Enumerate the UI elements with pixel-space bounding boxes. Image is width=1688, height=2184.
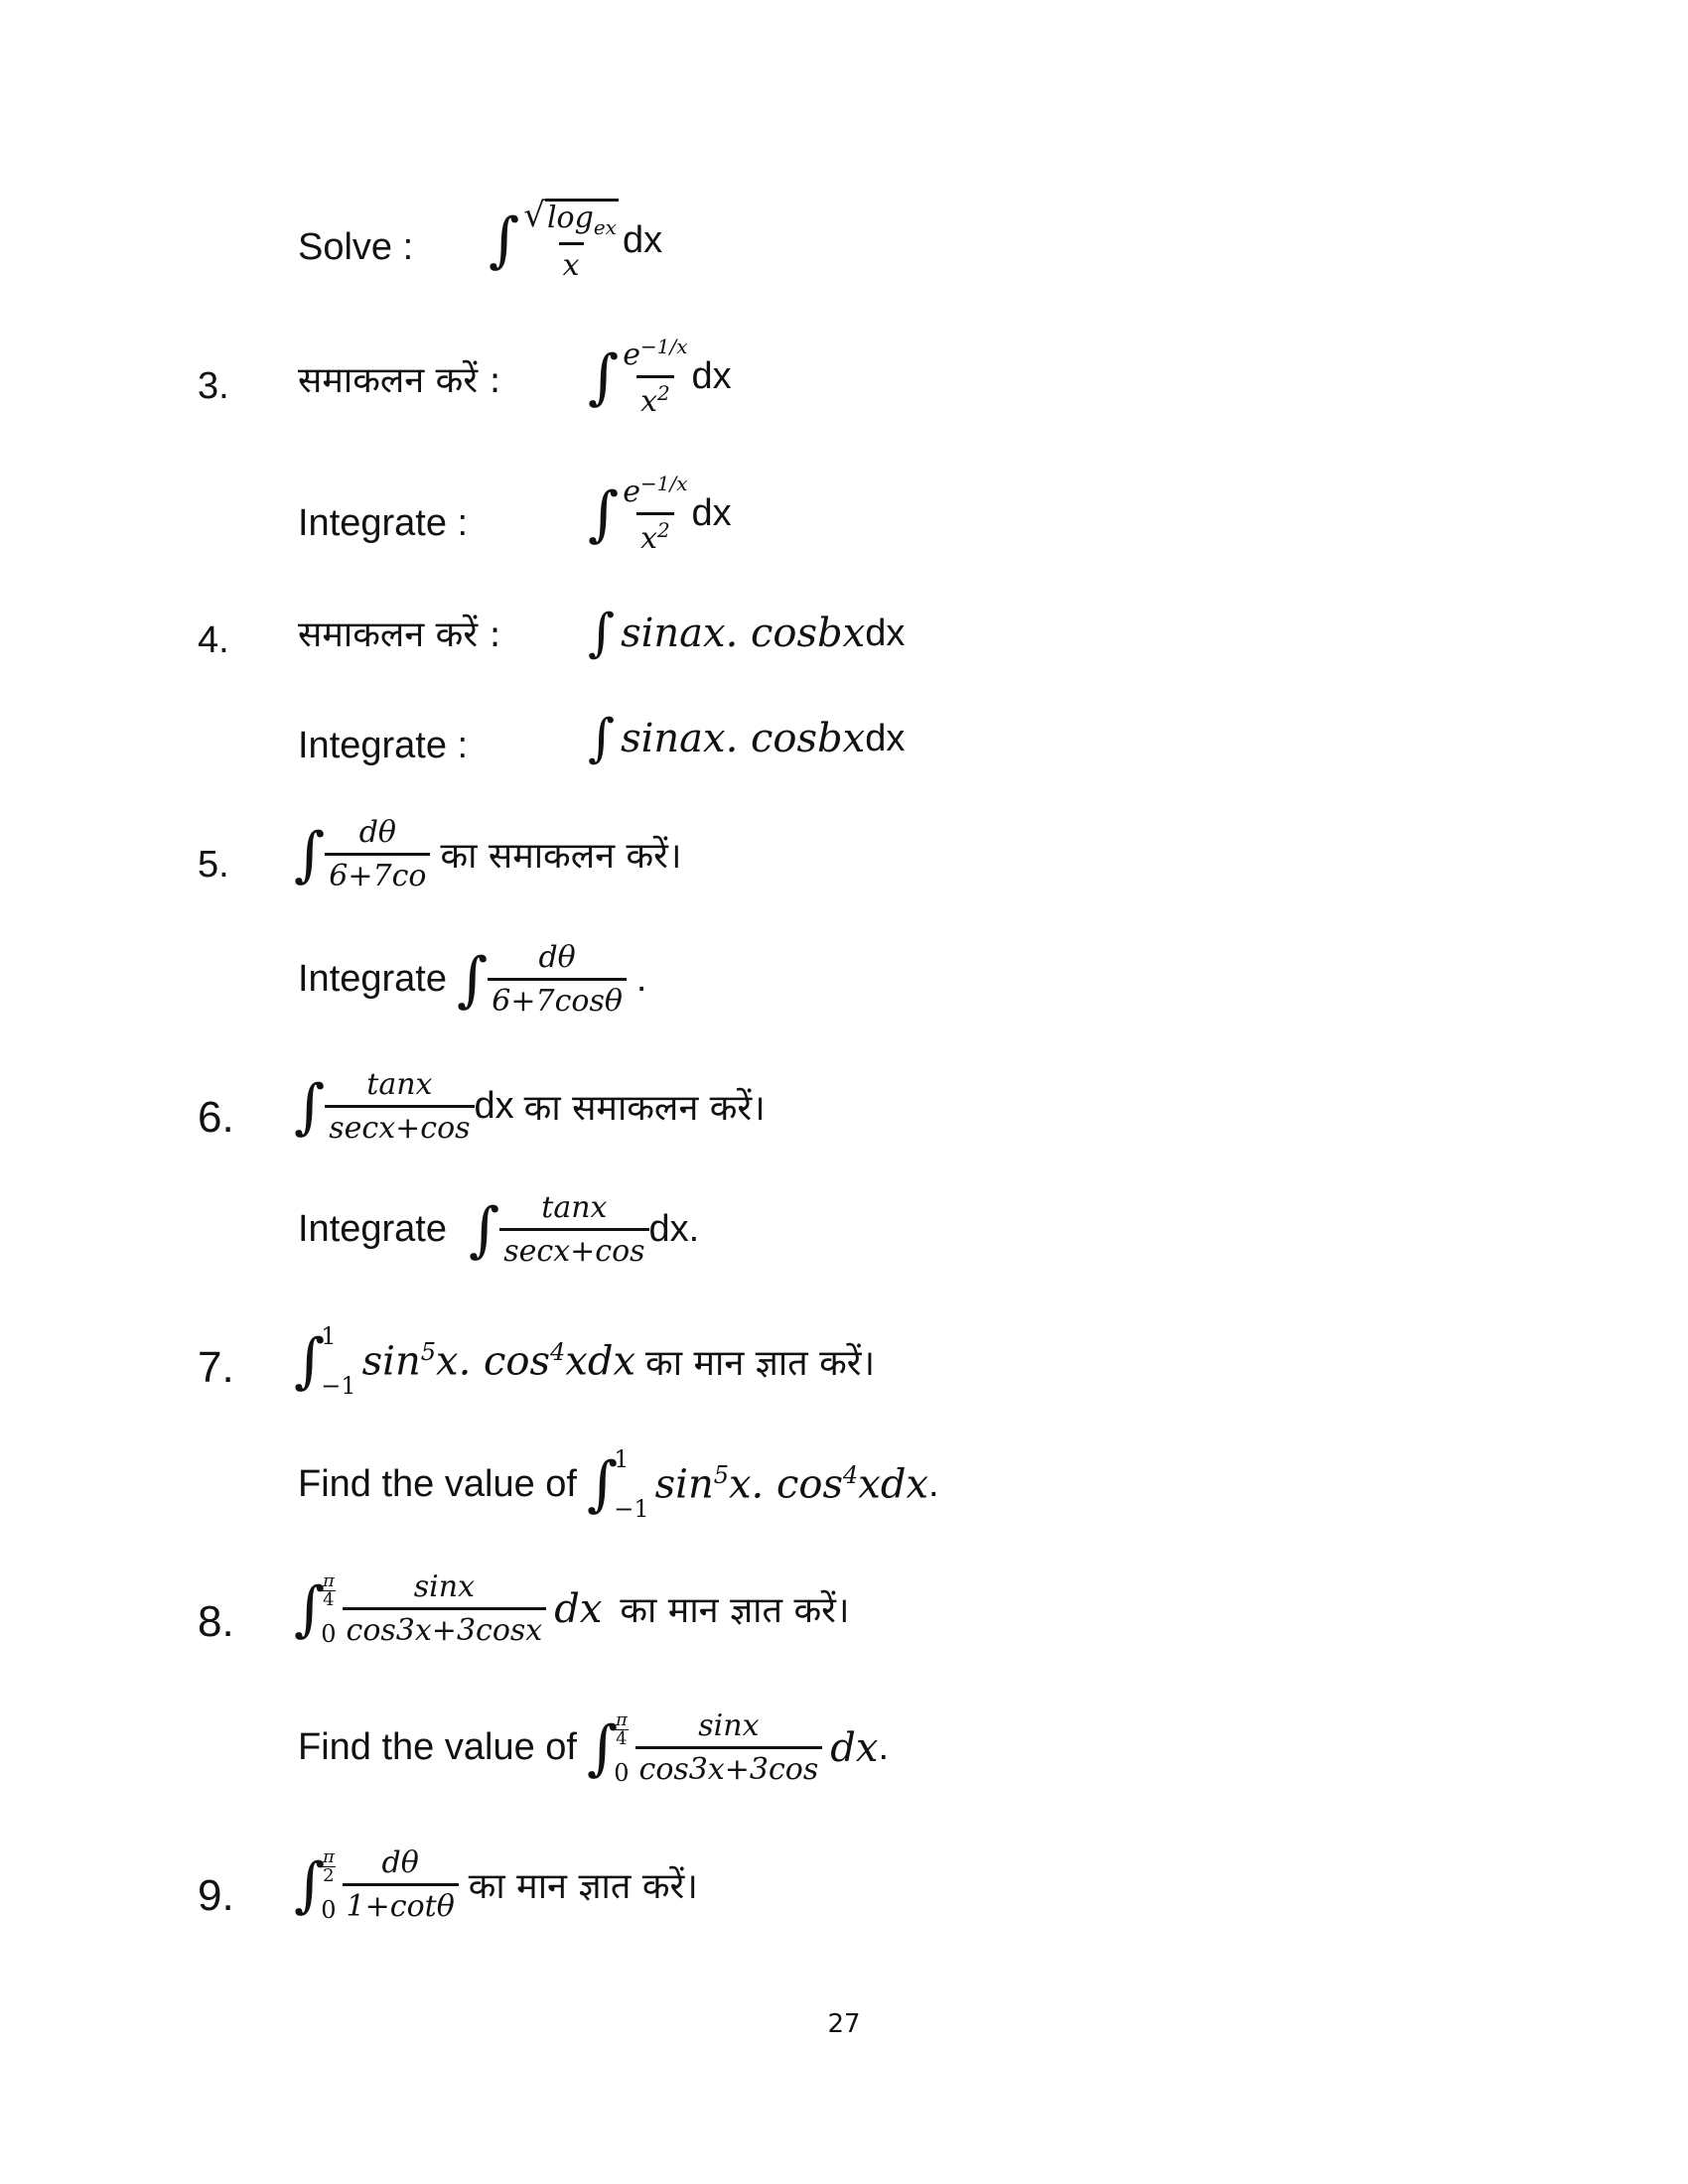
q9-expression-hi: ∫ π 2 0 $\frac{d\theta}{1+\cot\theta}$ का मान ज्ञात करें।	[294, 1845, 698, 1924]
q5-number: 5.	[198, 844, 229, 886]
q3-label-hi: समाकलन करें :	[298, 360, 501, 401]
q2-denominator: x	[559, 242, 584, 282]
q5-expression-hi: ∫ $\frac{d\theta}{6+7co}$ का समाकलन करें।	[294, 815, 682, 893]
q5-hindi-text: का समाकलन करें।	[440, 836, 682, 877]
q7-number: 7.	[198, 1343, 234, 1392]
q4-number: 4.	[198, 619, 229, 661]
q7-hindi-text: का मान ज्ञात करें।	[645, 1342, 876, 1384]
q4-expression-hi: ∫ sinax. cosbx dx	[588, 604, 906, 663]
q6-number: 6.	[198, 1093, 234, 1142]
q8-expression-hi: ∫ π 4 0 $\frac{\sin x}{\cos 3x+3\cos x}$ dx का मान ज्ञात करें।	[294, 1570, 850, 1648]
q6-expression-en: Integrate ∫ $\frac{\tan x}{\sec x+\cos}$ dx.	[298, 1190, 700, 1269]
q7-label-en: Find the value of	[298, 1462, 577, 1505]
q8-hindi-text: का मान ज्ञात करें।	[620, 1590, 850, 1631]
q8-label-en: Find the value of	[298, 1726, 577, 1768]
q8-number: 8.	[198, 1597, 234, 1646]
q3-label-en: Integrate :	[298, 502, 469, 544]
q8-expression-en: Find the value of ∫ π 4 0 $\frac{\sin x}{\cos 3x+3\cos}$ dx .	[298, 1708, 889, 1787]
page-number: 27	[827, 2009, 861, 2039]
q6-label-en: Integrate	[298, 1208, 447, 1250]
q3-number: 3.	[198, 365, 229, 407]
q4-label-en: Integrate :	[298, 725, 469, 766]
q3-expression-en: ∫ $\frac{e^{-1/x}}{x^2}$ dx	[588, 472, 732, 556]
q2-fraction: √ $\log_{ex}$ x	[523, 196, 617, 283]
q9-number: 9.	[198, 1871, 234, 1920]
q3-expression-hi: ∫ $\frac{e^{-1/x}}{x^2}$ dx	[588, 335, 732, 419]
q9-hindi-text: का मान ज्ञात करें।	[468, 1866, 698, 1907]
q2-expression	[489, 196, 663, 283]
q2-numerator: log	[546, 201, 594, 235]
q2-label-en: Solve :	[298, 226, 414, 268]
q2-dx: dx	[622, 218, 663, 261]
q5-label-en: Integrate	[298, 958, 447, 1000]
q4-label-hi: समाकलन करें :	[298, 614, 501, 655]
q5-expression-en: Integrate ∫ $\frac{d\theta}{6+7\cos\theta}$ .	[298, 940, 647, 1019]
integral-sign: ∫	[489, 205, 520, 275]
q6-expression-hi: ∫ $\frac{\tan x}{\sec x+\cos}$ dx का समाकलन करें।	[294, 1067, 766, 1146]
q6-hindi-text: का समाकलन करें।	[523, 1088, 766, 1129]
q7-expression-hi: ∫ 1 −1 $\sin^5x$. $\cos^4xdx$ का मान ज्ञात करें।	[294, 1322, 876, 1400]
q7-expression-en: Find the value of ∫ 1 −1 $\sin^5x$. $\cos^4xdx$ .	[298, 1445, 939, 1523]
q4-expression-en: ∫ sinax. cosbx dx	[588, 709, 906, 768]
